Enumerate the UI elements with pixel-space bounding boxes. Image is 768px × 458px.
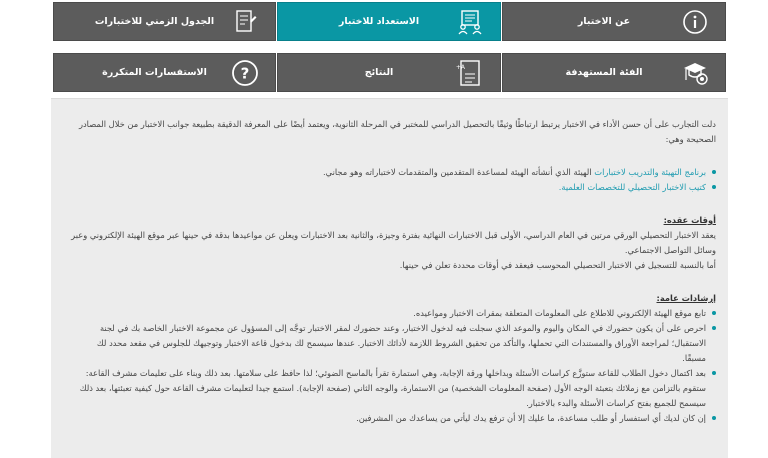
list-item: بعد اكتمال دخول الطلاب للقاعة ستوزَّع كراسات الأسئلة وبداخلها ورقة الإجابة، وهي استمارة تقرأ بالماسح الضوئي؛ لذا حافظ على سلامتها. بعد ذلك وبناء على تعليمات مشرف القاعة: ستقوم بالتزامن مع زملائك بتعبئة الوجه الأول (صفحة المعلومات الشخصية) من الاستمارة، والوجه الثاني (صفحة الإجابة). استمع جيدا لتعليمات مشرف القاعة حول كيفية تعبئتها، بعد ذلك سيسمح للجميع بفتح كراسات الأسئلة والبدء بالاختبار.: [71, 366, 716, 411]
tab-label: الاستفسارات المتكررة: [102, 67, 207, 78]
guidelines-heading: إرشادات عامة:: [656, 293, 716, 303]
tab-target-audience[interactable]: [502, 53, 726, 92]
guidelines-list: [71, 306, 716, 426]
tab-exam-schedule[interactable]: [53, 2, 276, 41]
tab-label: عن الاختبار: [577, 16, 631, 27]
tab-results[interactable]: [277, 53, 501, 92]
times-heading: أوقات عقده:: [663, 215, 716, 225]
training-program-link[interactable]: برنامج التهيئة والتدريب لاختبارات: [594, 167, 706, 177]
svg-text:?: ?: [240, 64, 250, 82]
list-item: [71, 165, 716, 180]
list-item: تابع موقع الهيئة الإلكتروني للاطلاع على المعلومات المتعلقة بمقرات الاختبار ومواعيده.: [71, 306, 716, 321]
study-icon: [440, 3, 500, 40]
times-paragraph: يعقد الاختبار التحصيلي الورقي مرتين في العام الدراسي، الأولى قبل الاختبارات النهائية بفترة وجيزة، والثانية بعد الاختبارات ويعلن عن مواعيدها بدقة في حينها عبر موقع الهيئة الإلكتروني وعبر وسائل التواصل الاجتماعي.: [71, 230, 716, 255]
list-item-text: الهيئة الذي أنشأته الهيئة لمساعدة المتقدمين والمتقدمات لاختباراته وهو مجاني.: [323, 167, 595, 177]
svg-text:A+: A+: [455, 63, 465, 71]
schedule-icon: [215, 3, 275, 40]
tab-exam-preparation[interactable]: [277, 2, 501, 41]
target-audience-icon: [665, 54, 725, 91]
list-item: إن كان لديك أي استفسار أو طلب مساعدة، ما عليك إلا أن ترفع يدك ليأتي من يساعدك من المشرفين.: [71, 411, 716, 426]
question-icon: [215, 54, 275, 91]
tab-label: الجدول الزمني للاختبارات: [94, 16, 215, 27]
info-icon: [665, 3, 725, 40]
exam-booklet-link[interactable]: كتيب الاختبار التحصيلي للتخصصات العلمية.: [558, 182, 706, 192]
tab-label: النتائج: [364, 67, 394, 78]
list-item: [71, 180, 716, 195]
list-item: احرص على أن يكون حضورك في المكان واليوم والموعد الذي سجلت فيه لدخول الاختبار، وعند حضورك لمقر الاختبار توجَّه إلى المسؤول عن مجموعة الاختبار الخاصة بك في لجنة الاستقبال؛ لمراجعة الأوراق والمستندات التي تحملها، والتأكد من تحقيق الشروط اللازمة لأدائك الاختبار. عندها سيسمح لك بدخول قاعة الاختبار وتوجيهك للجلوس في مقعد محدد لك مسبقًا.: [71, 321, 716, 366]
tab-label: الاستعداد للاختبار: [338, 16, 420, 27]
tab-label: الفئة المستهدفة: [565, 67, 643, 78]
intro-paragraph: دلت التجارب على أن حسن الأداء في الاختبار يرتبط ارتباطًا وثيقًا بالتحصيل الدراسي للمختبر في المرحلة الثانوية، ويعتمد أيضًا على المعرفة الدقيقة بطبيعة جوانب الاختبار من خلال المصادر الصحيحة وهي:: [78, 119, 716, 144]
content-panel: [51, 98, 728, 458]
times-paragraph-computer: أما بالنسبة للتسجيل في الاختبار التحصيلي المحوسب فيعقد في أوقات محددة تعلن في حينها.: [399, 260, 716, 270]
tab-faq[interactable]: [53, 53, 276, 92]
tab-about-exam[interactable]: [502, 2, 726, 41]
resources-list: [71, 165, 716, 195]
results-icon: [440, 54, 500, 91]
